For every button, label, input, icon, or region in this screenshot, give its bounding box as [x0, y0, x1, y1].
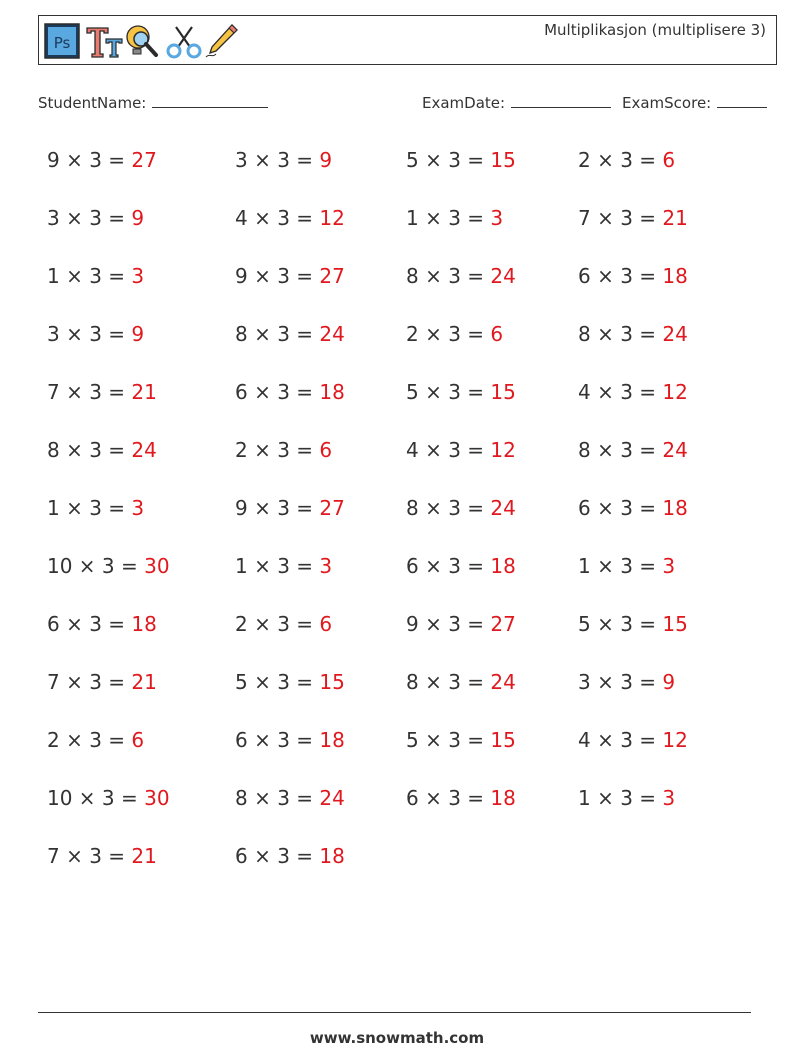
problem-answer: 18	[662, 264, 688, 288]
problem-question: 2 × 3 =	[406, 322, 491, 346]
problem-answer: 21	[662, 206, 688, 230]
problem-answer: 9	[662, 670, 676, 694]
problem-answer: 9	[131, 322, 145, 346]
problem-question: 7 × 3 =	[47, 380, 132, 404]
problem	[235, 844, 345, 868]
problem-question: 3 × 3 =	[47, 206, 132, 230]
problem-answer: 24	[319, 322, 345, 346]
problem-question: 3 × 3 =	[578, 670, 663, 694]
problem	[235, 612, 332, 636]
problem-answer: 3	[662, 554, 676, 578]
problem	[406, 496, 516, 520]
problem	[578, 554, 675, 578]
problem-answer: 12	[662, 380, 688, 404]
student-name-blank[interactable]	[152, 93, 268, 108]
problem-question: 3 × 3 =	[235, 148, 320, 172]
problem-answer: 30	[144, 554, 170, 578]
problem-question: 1 × 3 =	[47, 496, 132, 520]
problem-question: 8 × 3 =	[235, 786, 320, 810]
problem-answer: 3	[319, 554, 333, 578]
problem-answer: 18	[319, 844, 345, 868]
problem-answer: 18	[131, 612, 157, 636]
text-size-icon	[84, 23, 120, 59]
problem-question: 5 × 3 =	[235, 670, 320, 694]
problem	[406, 264, 516, 288]
problem-answer: 15	[490, 380, 516, 404]
problem-question: 1 × 3 =	[578, 786, 663, 810]
problem-question: 6 × 3 =	[47, 612, 132, 636]
problem-question: 4 × 3 =	[578, 728, 663, 752]
problem-question: 1 × 3 =	[47, 264, 132, 288]
problem	[235, 496, 345, 520]
problem-question: 5 × 3 =	[406, 728, 491, 752]
problem-answer: 27	[490, 612, 516, 636]
problem	[235, 206, 345, 230]
problem-answer: 24	[490, 496, 516, 520]
magnifier-bulb-icon	[124, 23, 160, 59]
problem-answer: 24	[131, 438, 157, 462]
problem-answer: 9	[131, 206, 145, 230]
problem-question: 1 × 3 =	[578, 554, 663, 578]
problem-question: 2 × 3 =	[235, 612, 320, 636]
problem-answer: 24	[319, 786, 345, 810]
problem-answer: 12	[319, 206, 345, 230]
problem	[47, 264, 144, 288]
problem-question: 1 × 3 =	[235, 554, 320, 578]
problem-question: 9 × 3 =	[235, 496, 320, 520]
problem	[47, 670, 157, 694]
problem	[235, 728, 345, 752]
problem-answer: 12	[662, 728, 688, 752]
problem-answer: 27	[319, 496, 345, 520]
problem	[235, 786, 345, 810]
problem-answer: 18	[319, 380, 345, 404]
problem-question: 1 × 3 =	[406, 206, 491, 230]
problem-answer: 6	[319, 438, 333, 462]
problem	[235, 380, 345, 404]
problem-answer: 3	[131, 264, 145, 288]
problem-question: 8 × 3 =	[406, 670, 491, 694]
problem-answer: 15	[319, 670, 345, 694]
problem	[578, 612, 688, 636]
problem-answer: 15	[490, 728, 516, 752]
problem-question: 8 × 3 =	[406, 264, 491, 288]
problem	[406, 670, 516, 694]
problem-answer: 21	[131, 380, 157, 404]
scissors-icon	[164, 23, 200, 59]
exam-score-blank[interactable]	[717, 93, 767, 108]
problem	[406, 148, 516, 172]
problem	[406, 728, 516, 752]
problem	[406, 438, 516, 462]
problem-question: 8 × 3 =	[47, 438, 132, 462]
problem-question: 2 × 3 =	[235, 438, 320, 462]
problem-answer: 18	[490, 554, 516, 578]
exam-date-field	[422, 93, 611, 112]
problem	[47, 380, 157, 404]
problem	[406, 786, 516, 810]
problem	[47, 612, 157, 636]
problem-answer: 6	[319, 612, 333, 636]
problem-question: 5 × 3 =	[578, 612, 663, 636]
problem-question: 8 × 3 =	[406, 496, 491, 520]
problem-answer: 3	[131, 496, 145, 520]
problem-question: 9 × 3 =	[47, 148, 132, 172]
worksheet-header	[38, 15, 777, 65]
problem	[578, 438, 688, 462]
problem	[578, 786, 675, 810]
problem-answer: 21	[131, 844, 157, 868]
problem-answer: 3	[490, 206, 504, 230]
problem-answer: 27	[319, 264, 345, 288]
problem-answer: 3	[662, 786, 676, 810]
problem	[235, 322, 345, 346]
problem	[406, 206, 503, 230]
problem	[406, 554, 516, 578]
problem-answer: 6	[131, 728, 145, 752]
problem-question: 7 × 3 =	[47, 844, 132, 868]
problem-question: 10 × 3 =	[47, 554, 145, 578]
problem-answer: 18	[319, 728, 345, 752]
problem-question: 6 × 3 =	[578, 496, 663, 520]
problem	[47, 844, 157, 868]
problem-answer: 9	[319, 148, 333, 172]
problem	[578, 148, 675, 172]
problem-question: 6 × 3 =	[235, 844, 320, 868]
problem-answer: 24	[490, 670, 516, 694]
problem	[578, 264, 688, 288]
problem	[235, 670, 345, 694]
problem	[578, 670, 675, 694]
problem	[47, 786, 170, 810]
problem-question: 5 × 3 =	[406, 148, 491, 172]
problem-question: 6 × 3 =	[406, 554, 491, 578]
icon-strip	[44, 21, 240, 61]
problem-question: 8 × 3 =	[578, 438, 663, 462]
problem	[578, 728, 688, 752]
problem	[235, 554, 332, 578]
problem-question: 9 × 3 =	[406, 612, 491, 636]
problem	[47, 496, 144, 520]
problem-question: 3 × 3 =	[47, 322, 132, 346]
pencil-icon	[204, 23, 240, 59]
problem-answer: 21	[131, 670, 157, 694]
problem-answer: 15	[662, 612, 688, 636]
problem-question: 8 × 3 =	[235, 322, 320, 346]
problem	[47, 554, 170, 578]
problem-answer: 24	[490, 264, 516, 288]
problem	[47, 322, 144, 346]
exam-date-label: ExamDate:	[422, 94, 506, 112]
problem-question: 6 × 3 =	[578, 264, 663, 288]
problem	[235, 148, 332, 172]
problem-question: 8 × 3 =	[578, 322, 663, 346]
problem-question: 4 × 3 =	[235, 206, 320, 230]
exam-score-label: ExamScore:	[622, 94, 712, 112]
problem-question: 5 × 3 =	[406, 380, 491, 404]
exam-date-blank[interactable]	[511, 93, 611, 108]
problem-question: 10 × 3 =	[47, 786, 145, 810]
footer-url: www.snowmath.com	[309, 1029, 485, 1047]
problem-answer: 6	[490, 322, 504, 346]
svg-text:Ps: Ps	[53, 34, 71, 52]
problem-question: 6 × 3 =	[406, 786, 491, 810]
problem	[578, 496, 688, 520]
problem-question: 2 × 3 =	[578, 148, 663, 172]
problem-question: 6 × 3 =	[235, 728, 320, 752]
problem	[235, 264, 345, 288]
problem	[406, 612, 516, 636]
problem-question: 7 × 3 =	[578, 206, 663, 230]
problem	[406, 380, 516, 404]
problem-answer: 24	[662, 438, 688, 462]
problem	[47, 728, 144, 752]
problem	[47, 206, 144, 230]
photoshop-icon	[44, 23, 80, 59]
problem-question: 2 × 3 =	[47, 728, 132, 752]
problem-question: 4 × 3 =	[578, 380, 663, 404]
problem	[578, 380, 688, 404]
exam-score-field	[622, 93, 767, 112]
problem-answer: 30	[144, 786, 170, 810]
problem	[47, 148, 157, 172]
footer-divider	[38, 1012, 751, 1013]
problem-answer: 6	[662, 148, 676, 172]
worksheet-title: Multiplikasjon (multiplisere 3)	[544, 21, 766, 39]
problem	[47, 438, 157, 462]
problem-answer: 12	[490, 438, 516, 462]
problem-question: 9 × 3 =	[235, 264, 320, 288]
student-name-field	[38, 93, 268, 112]
problem-question: 4 × 3 =	[406, 438, 491, 462]
problem-question: 7 × 3 =	[47, 670, 132, 694]
problem	[406, 322, 503, 346]
problem-answer: 27	[131, 148, 157, 172]
problem-answer: 24	[662, 322, 688, 346]
problem	[578, 322, 688, 346]
problem-answer: 18	[490, 786, 516, 810]
problem	[235, 438, 332, 462]
problem-question: 6 × 3 =	[235, 380, 320, 404]
problem-answer: 15	[490, 148, 516, 172]
problem	[578, 206, 688, 230]
problem-answer: 18	[662, 496, 688, 520]
student-name-label: StudentName:	[38, 94, 147, 112]
